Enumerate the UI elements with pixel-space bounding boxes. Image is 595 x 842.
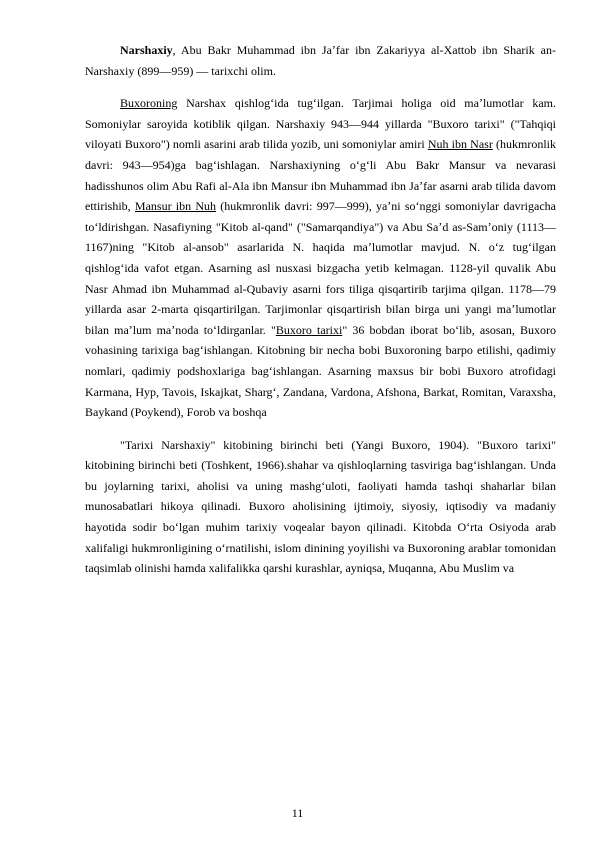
paragraph-book-description bbox=[85, 435, 556, 579]
paragraph-text: (hukmronlik davri: 997—999), yaʼni soʻnggi somoniylar davrigacha toʻldirishgan. Nasafiyning "Kitob al-qand" ("Samarqandiya") va Abu Saʼd as-Samʼoniy (1113— 1167)ning "Kitob al-ansob" asarlarida N. haqida maʼlumotlar mavjud. N. oʻz tugʻilgan qishlogʻida vafot etgan. Asarning asl nusxasi bizgacha yetib kelmagan. 1128-yil quvalik Abu Nasr Ahmad ibn Muhammad al-Qubaviy asarni fors tiliga qisqartirib tarjima qilgan. 1178—79 yillarda asar 2-marta qisqartirilgan. Tarjimonlar qisqartirish bilan birga uni yangi maʼlumotlar bilan maʼlum maʼnoda toʻldirganlar. " bbox=[85, 199, 556, 337]
paragraph-biography bbox=[85, 93, 556, 423]
paragraph-text: Narshax qishlogʻida tugʻilgan. Tarjimai holiga oid maʼlumotlar kam. Somoniylar saroyida kotiblik qilgan. Narshaxiy 943—944 yillarda "Buxoro tarixi" ("Tahqiqi viloyati Buxoro") nomli asarini arab tilida yozib, uni somoniylar amiri bbox=[85, 96, 556, 152]
link-mansur-ibn-nuh[interactable]: Mansur ibn Nuh bbox=[134, 199, 217, 214]
paragraph-text: "Tarixi Narshaxiy" kitobining birinchi beti (Yangi Buxoro, 1904). "Buxoro tarixi" kitobining birinchi beti (Toshkent, 1966).shahar va qishloqlarning tasviriga bagʻishlangan. Unda bu joylarning tarixi, aholisi va uning mashgʻuloti, faoliyati hamda tashqi shaharlar bilan munosabatlari hikoya qilinadi. Buxoro aholisining ijtimoiy, siyosiy, iqtisodiy va madaniy hayotida sodir boʻlgan muhim tarixiy voqealar bayon qilinadi. Kitobda Oʻrta Osiyoda arab xalifaligi hukmronligining oʻrnatilishi, islom dinining yoyilishi va Buxoroning arablar tomonidan taqsimlab olinishi hamda xalifalikka qarshi kurashlar, ayniqsa, Muqanna, Abu Muslim va bbox=[85, 437, 556, 576]
paragraph-text: (hukmronlik davri: 943—954)ga bagʻishlagan. Narshaxiyning oʻgʻli Abu Bakr Mansur va nevarasi hadisshunos olim Abu Rafi al-Ala ibn Mansur ibn Muhammad ibn Jaʼfar asarni arab tilida davom ettirishib, bbox=[85, 137, 556, 214]
paragraph-text: " 36 bobdan iborat boʻlib, asosan, Buxoro vohasining tarixiga bagʻishlangan. Kitobning bir necha bobi Buxoroning barpo etilishi, qadimiy nomlari, qadimiy podshoxlariga bagʻishlangan. Asarning maxsus bir bobi Buxoro atrofidagi Karmana, Hyp, Tavois, Iskajkat, Shargʻ, Zandana, Vardona, Afshona, Barkat, Romitan, Varaxsha, Baykand (Poykend), Forob va boshqa bbox=[85, 322, 557, 420]
link-buxoro-tarixi[interactable]: Buxoro tarixi bbox=[275, 322, 343, 337]
page-number: 11 bbox=[291, 806, 304, 820]
paragraph-text: , Abu Bakr Muhammad ibn Jaʼfar ibn Zakariyya al-Xattob ibn Sharik an-Narshaxiy (899—959) — tarixchi olim. bbox=[85, 43, 556, 78]
document-page bbox=[85, 40, 556, 579]
paragraph-intro bbox=[85, 40, 556, 81]
link-buxoroning[interactable]: Buxoroning bbox=[120, 96, 178, 111]
link-nuh-ibn-nasr[interactable]: Nuh ibn Nasr bbox=[427, 137, 493, 152]
bold-name: Narshaxiy bbox=[120, 43, 173, 57]
